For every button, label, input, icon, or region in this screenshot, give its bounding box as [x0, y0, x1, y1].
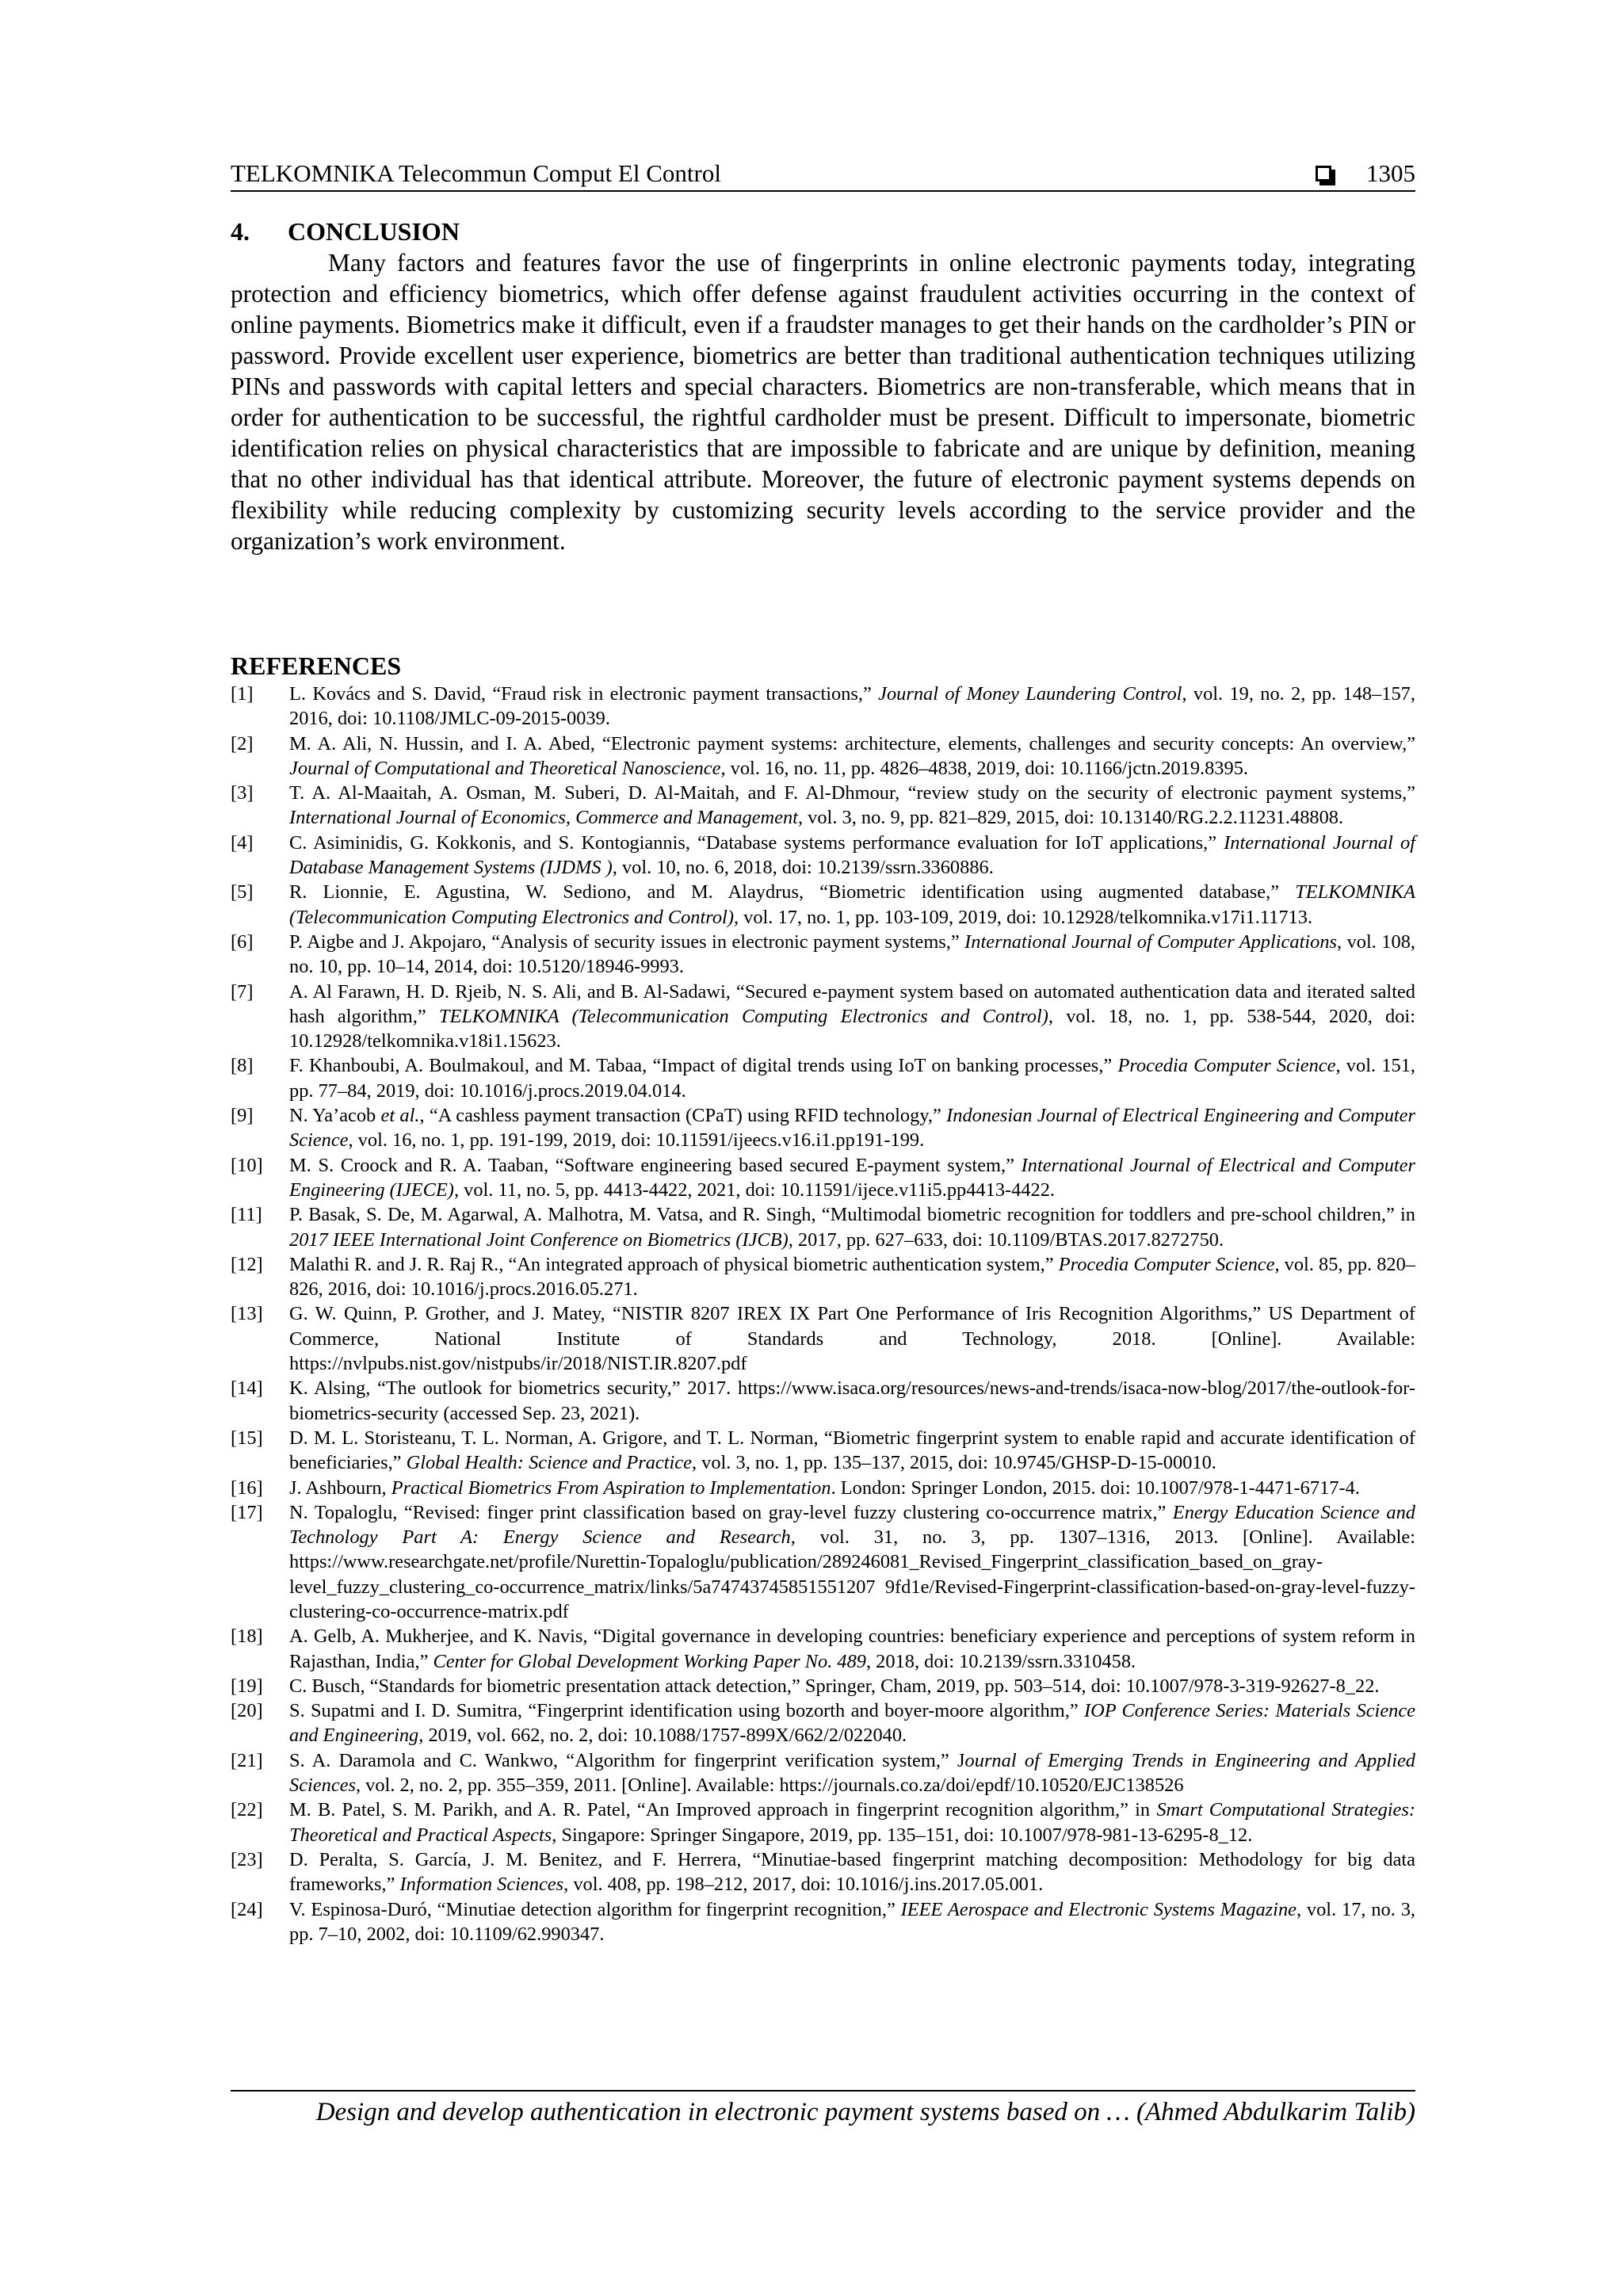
reference-text: [289, 1500, 1415, 1624]
reference-item: [231, 1103, 1415, 1153]
reference-segment: , vol. 3, no. 9, pp. 821–829, 2015, doi: 10.13140/RG.2.2.11231.48808.: [797, 807, 1344, 829]
reference-text: [289, 1847, 1415, 1897]
reference-segment: C. Asiminidis, G. Kokkonis, and S. Kontogiannis, “Database systems performance evaluation for IoT applications,”: [289, 831, 1224, 854]
reference-segment: M. B. Patel, S. M. Parikh, and A. R. Patel, “An Improved approach in fingerprint recognition algorithm,” in: [289, 1799, 1157, 1821]
reference-source: Procedia Computer Science: [1058, 1253, 1275, 1275]
reference-source: TELKOMNIKA (Telecommunication Computing Electronics and Control): [438, 1005, 1048, 1027]
reference-item: [231, 1153, 1415, 1203]
reference-text: [289, 1624, 1415, 1674]
reference-segment: P. Basak, S. De, M. Agarwal, A. Malhotra, M. Vatsa, and R. Singh, “Multimodal biometric recognition for toddlers and pre-school children,” in: [289, 1204, 1415, 1226]
reference-text: [289, 732, 1415, 781]
section-title: CONCLUSION: [288, 217, 460, 246]
reference-item: [231, 1847, 1415, 1897]
reference-segment: , 2019, vol. 662, no. 2, doi: 10.1088/1757-899X/662/2/022040.: [418, 1725, 907, 1747]
reference-item: [231, 831, 1415, 881]
reference-segment: C. Busch, “Standards for biometric presentation attack detection,” Springer, Cham, 2019, pp. 503–514, doi: 10.1007/978-3-319-92627-8_22.: [289, 1675, 1380, 1697]
reference-number: [19]: [231, 1675, 263, 1697]
reference-number: [16]: [231, 1477, 263, 1499]
reference-source: TELKOMNIKA (Telecommunication Computing Electronics and Control): [289, 881, 1415, 928]
reference-text: [289, 1426, 1415, 1476]
reference-number: [22]: [231, 1799, 263, 1821]
reference-number: [5]: [231, 881, 254, 904]
reference-text: [289, 1103, 1415, 1153]
reference-text: [289, 1698, 1415, 1748]
reference-number: [1]: [231, 683, 254, 705]
references-heading: REFERENCES: [231, 651, 402, 680]
reference-text: [289, 980, 1415, 1054]
reference-segment: T. A. Al-Maaitah, A. Osman, M. Suberi, D. Al-Maitah, and F. Al-Dhmour, “review study on the security of electronic payment systems,”: [289, 782, 1415, 804]
reference-segment: , vol. 17, no. 1, pp. 103-109, 2019, doi: 10.12928/telkomnika.v17i1.11713.: [733, 906, 1313, 928]
reference-segment: S. Supatmi and I. D. Sumitra, “Fingerprint identification using bozorth and boyer-moore algorithm,”: [289, 1700, 1084, 1722]
section-number: 4.: [231, 217, 250, 246]
reference-segment: , vol. 108, no. 10, pp. 10–14, 2014, doi: 10.5120/18946-9993.: [289, 930, 1415, 978]
reference-source: International Journal of Computer Applications: [964, 930, 1338, 953]
reference-text: [289, 1476, 1415, 1500]
reference-item: [231, 1748, 1415, 1798]
reference-number: [6]: [231, 930, 254, 953]
reference-segment: G. W. Quinn, P. Grother, and J. Matey, “NISTIR 8207 IREX IX Part One Performance of Iris Recognition Algorithms,” US Department of Commerce, National Institute of Standards and Technology, 2018. [Online]. Available: https://nvlpubs.nist.gov/nistpubs/ir/2018/NIST.IR.8207.pdf: [289, 1303, 1415, 1375]
reference-item: [231, 781, 1415, 831]
reference-segment: K. Alsing, “The outlook for biometrics security,” 2017. https://www.isaca.org/resources/news-and-trends/isaca-now-blog/2017/the-outlook-for-biometrics-security (accessed Sep. 23, 2021).: [289, 1377, 1415, 1424]
reference-item: [231, 1301, 1415, 1376]
reference-source: Journal of Money Laundering Control: [878, 683, 1182, 705]
reference-segment: F. Khanboubi, A. Boulmakoul, and M. Tabaa, “Impact of digital trends using IoT on banking processes,”: [289, 1055, 1118, 1077]
reference-text: [289, 1897, 1415, 1947]
reference-number: [15]: [231, 1427, 263, 1449]
reference-number: [3]: [231, 782, 254, 804]
reference-item: [231, 1476, 1415, 1500]
reference-source: IEEE Aerospace and Electronic Systems Magazine: [900, 1898, 1296, 1920]
reference-segment: , vol. 3, no. 1, pp. 135–137, 2015, doi: 10.9745/GHSP-D-15-00010.: [691, 1452, 1216, 1474]
reference-number: [23]: [231, 1848, 263, 1870]
reference-number: [21]: [231, 1749, 263, 1771]
reference-number: [11]: [231, 1204, 262, 1226]
reference-segment: , vol. 16, no. 11, pp. 4826–4838, 2019, doi: 10.1166/jctn.2019.8395.: [720, 757, 1248, 779]
reference-segment: Malathi R. and J. R. Raj R., “An integrated approach of physical biometric authentication system,”: [289, 1253, 1059, 1275]
reference-segment: . London: Springer London, 2015. doi: 10.1007/978-1-4471-6717-4.: [831, 1477, 1360, 1499]
conclusion-paragraph: Many factors and features favor the use of fingerprints in online electronic payments today, integrating protection and efficiency biometrics, which offer defense against fraudulent activities occurring in the context of online payments. Biometrics make it difficult, even if a fraudster manages to get their hands on the cardholder’s PIN or password. Provide excellent user experience, biometrics are better than traditional authentication techniques utilizing PINs and passwords with capital letters and special characters. Biometrics are non-transferable, which means that in order for authentication to be successful, the rightful cardholder must be present. Difficult to impersonate, biometric identification relies on physical characteristics that are impossible to fabricate and are unique by definition, meaning that no other individual has that identical attribute. Moreover, the future of electronic payment systems depends on flexibility while reducing complexity by customizing security levels according to the service provider and the organization’s work environment.: [231, 249, 1415, 555]
reference-text: [289, 1376, 1415, 1426]
reference-text: [289, 930, 1415, 980]
reference-segment: P. Aigbe and J. Akpojaro, “Analysis of security issues in electronic payment systems,”: [289, 930, 965, 953]
reference-number: [9]: [231, 1105, 254, 1127]
reference-segment: R. Lionnie, E. Agustina, W. Sediono, and M. Alaydrus, “Biometric identification using augmented database,”: [289, 881, 1296, 904]
reference-number: [2]: [231, 732, 254, 755]
reference-number: [14]: [231, 1377, 263, 1400]
reference-segment: V. Espinosa-Duró, “Minutiae detection algorithm for fingerprint recognition,”: [289, 1898, 901, 1920]
footer-rule: [231, 2090, 1415, 2092]
reference-source: International Journal of Database Management Systems (IJDMS ): [289, 831, 1415, 879]
reference-number: [13]: [231, 1303, 263, 1325]
reference-segment: A. Al Farawn, H. D. Rjeib, N. S. Ali, and B. Al-Sadawi, “Secured e-payment system based on automated authentication data and iterated salted hash algorithm,”: [289, 980, 1415, 1027]
reference-source: Procedia Computer Science: [1117, 1055, 1336, 1077]
reference-segment: , vol. 18, no. 1, pp. 538-544, 2020, doi: 10.12928/telkomnika.v18i1.15623.: [289, 1005, 1415, 1052]
reference-source: 2017 IEEE International Joint Conference on Biometrics (IJCB): [289, 1228, 789, 1251]
reference-source: Journal of Computational and Theoretical Nanoscience: [289, 757, 721, 779]
reference-number: [24]: [231, 1898, 263, 1920]
reference-source: International Journal of Electrical and Computer Engineering (IJECE): [289, 1154, 1415, 1201]
reference-source: et al.: [380, 1105, 420, 1127]
reference-number: [10]: [231, 1154, 263, 1176]
reference-segment: , “A cashless payment transaction (CPaT) using RFID technology,”: [419, 1105, 947, 1127]
reference-number: [4]: [231, 831, 254, 854]
header-right: [1316, 161, 1415, 185]
reference-segment: , Singapore: Springer Singapore, 2019, pp. 135–151, doi: 10.1007/978-981-13-6295-8_12.: [552, 1824, 1253, 1846]
reference-segment: , vol. 151, pp. 77–84, 2019, doi: 10.1016/j.procs.2019.04.014.: [289, 1055, 1415, 1102]
reference-segment: D. Peralta, S. García, J. M. Benitez, and F. Herrera, “Minutiae-based fingerprint matching decomposition: Methodology for big data frameworks,”: [289, 1848, 1415, 1896]
reference-segment: , 2017, pp. 627–633, doi: 10.1109/BTAS.2017.8272750.: [788, 1228, 1224, 1251]
running-header: [231, 155, 1415, 192]
reference-source: Smart Computational Strategies: Theoretical and Practical Aspects: [289, 1799, 1416, 1846]
reference-source: IOP Conference Series: Materials Science and Engineering: [289, 1700, 1415, 1747]
running-footer: Design and develop authentication in electronic payment systems based on … (Ahmed Abdulkarim Talib): [315, 2098, 1415, 2126]
reference-number: [8]: [231, 1055, 254, 1077]
reference-segment: D. M. L. Storisteanu, T. L. Norman, A. Grigore, and T. L. Norman, “Biometric fingerprint system to enable rapid and accurate identification of beneficiaries,”: [289, 1427, 1415, 1474]
reference-text: [289, 1748, 1415, 1798]
reference-source: Global Health: Science and Practice: [406, 1452, 692, 1474]
reference-number: [20]: [231, 1700, 263, 1722]
reference-text: [289, 1053, 1415, 1103]
reference-source: Center for Global Development Working Paper No. 489: [433, 1650, 866, 1672]
reference-item: [231, 1698, 1415, 1748]
reference-segment: , vol. 16, no. 1, pp. 191-199, 2019, doi: 10.11591/ijeecs.v16.i1.pp191-199.: [348, 1129, 925, 1152]
reference-number: [17]: [231, 1501, 263, 1523]
reference-item: [231, 1376, 1415, 1426]
reference-item: [231, 1797, 1415, 1847]
reference-segment: , vol. 17, no. 3, pp. 7–10, 2002, doi: 10.1109/62.990347.: [289, 1898, 1415, 1945]
reference-segment: N. Ya’acob: [289, 1105, 381, 1127]
reference-segment: , vol. 10, no. 6, 2018, doi: 10.2139/ssrn.3360886.: [612, 857, 994, 879]
reference-text: [289, 1797, 1415, 1847]
reference-segment: A. Gelb, A. Mukherjee, and K. Navis, “Digital governance in developing countries: beneficiary experience and perceptions of system reform in Rajasthan, India,”: [289, 1626, 1415, 1672]
reference-segment: M. A. Ali, N. Hussin, and I. A. Abed, “Electronic payment systems: architecture, elements, challenges and security concepts: An overview,”: [289, 732, 1415, 755]
reference-text: [289, 682, 1415, 732]
reference-item: [231, 880, 1415, 930]
reference-segment: , vol. 19, no. 2, pp. 148–157, 2016, doi: 10.1108/JMLC-09-2015-0039.: [289, 683, 1415, 730]
reference-item: [231, 732, 1415, 781]
reference-item: [231, 1897, 1415, 1947]
reference-segment: , vol. 408, pp. 198–212, 2017, doi: 10.1016/j.ins.2017.05.001.: [563, 1874, 1044, 1896]
reference-text: [289, 1202, 1415, 1252]
reference-text: [289, 1301, 1415, 1376]
reference-segment: N. Topaloglu, “Revised: finger print classification based on gray-level fuzzy clustering co-occurrence matrix,”: [289, 1501, 1173, 1523]
section-heading: [231, 217, 460, 246]
reference-segment: , vol. 85, pp. 820–826, 2016, doi: 10.1016/j.procs.2016.05.271.: [289, 1253, 1416, 1301]
reference-source: Indonesian Journal of Electrical Engineering and Computer Science: [289, 1105, 1415, 1152]
reference-text: [289, 781, 1415, 831]
reference-segment: S. A. Daramola and C. Wankwo, “Algorithm for fingerprint verification system,” J: [289, 1749, 965, 1771]
reference-segment: , 2018, doi: 10.2139/ssrn.3310458.: [865, 1650, 1136, 1672]
reference-source: Practical Biometrics From Aspiration to Implementation: [391, 1477, 831, 1499]
reference-item: [231, 1252, 1415, 1302]
reference-item: [231, 1202, 1415, 1252]
reference-segment: , vol. 11, no. 5, pp. 4413-4422, 2021, doi: 10.11591/ijece.v11i5.pp4413-4422.: [453, 1179, 1056, 1201]
reference-source: Information Sciences: [399, 1874, 564, 1896]
reference-segment: L. Kovács and S. David, “Fraud risk in electronic payment transactions,”: [289, 683, 879, 705]
reference-text: [289, 880, 1415, 930]
reference-item: [231, 1674, 1415, 1698]
reference-source: Energy Education Science and Technology Part A: Energy Science and Research: [289, 1501, 1415, 1549]
reference-item: [231, 980, 1415, 1054]
reference-number: [7]: [231, 980, 254, 1003]
reference-text: [289, 1674, 1415, 1698]
reference-segment: J. Ashbourn,: [289, 1477, 391, 1499]
reference-text: [289, 831, 1415, 881]
journal-title: TELKOMNIKA Telecommun Comput El Control: [231, 159, 721, 187]
page-number: 1305: [1366, 159, 1415, 187]
reference-segment: M. S. Croock and R. A. Taaban, “Software engineering based secured E-payment system,”: [289, 1154, 1022, 1176]
reference-item: [231, 1624, 1415, 1674]
reference-number: [18]: [231, 1626, 263, 1648]
reference-segment: , vol. 31, no. 3, pp. 1307–1316, 2013. [Online]. Available: https://www.researchgate.net/profile/Nurettin-Topaloglu/publication/289246081_Revised_Fingerprint_classification_based_on_gray-level_fuzzy_clustering_co-occurrence_matrix/links/5a74743745851551207 9fd1e/Revised-Fingerprint-classification-based-on-gray-level-fuzzy-clustering-co-occurrence-matrix.pdf: [289, 1526, 1415, 1622]
reference-number: [12]: [231, 1253, 263, 1275]
reference-item: [231, 682, 1415, 732]
reference-item: [231, 1426, 1415, 1476]
reference-text: [289, 1153, 1415, 1203]
references-list: [231, 682, 1415, 1946]
reference-source: International Journal of Economics, Commerce and Management: [289, 807, 798, 829]
reference-item: [231, 1500, 1415, 1624]
reference-source: ournal of Emerging Trends in Engineering and Applied Sciences: [289, 1749, 1415, 1797]
reference-text: [289, 1252, 1415, 1302]
reference-item: [231, 930, 1415, 980]
reference-segment: , vol. 2, no. 2, pp. 355–359, 2011. [Online]. Available: https://journals.co.za/doi/epdf/10.10520/EJC138526: [355, 1775, 1184, 1797]
reference-item: [231, 1053, 1415, 1103]
square-bullet-icon: [1316, 166, 1331, 181]
